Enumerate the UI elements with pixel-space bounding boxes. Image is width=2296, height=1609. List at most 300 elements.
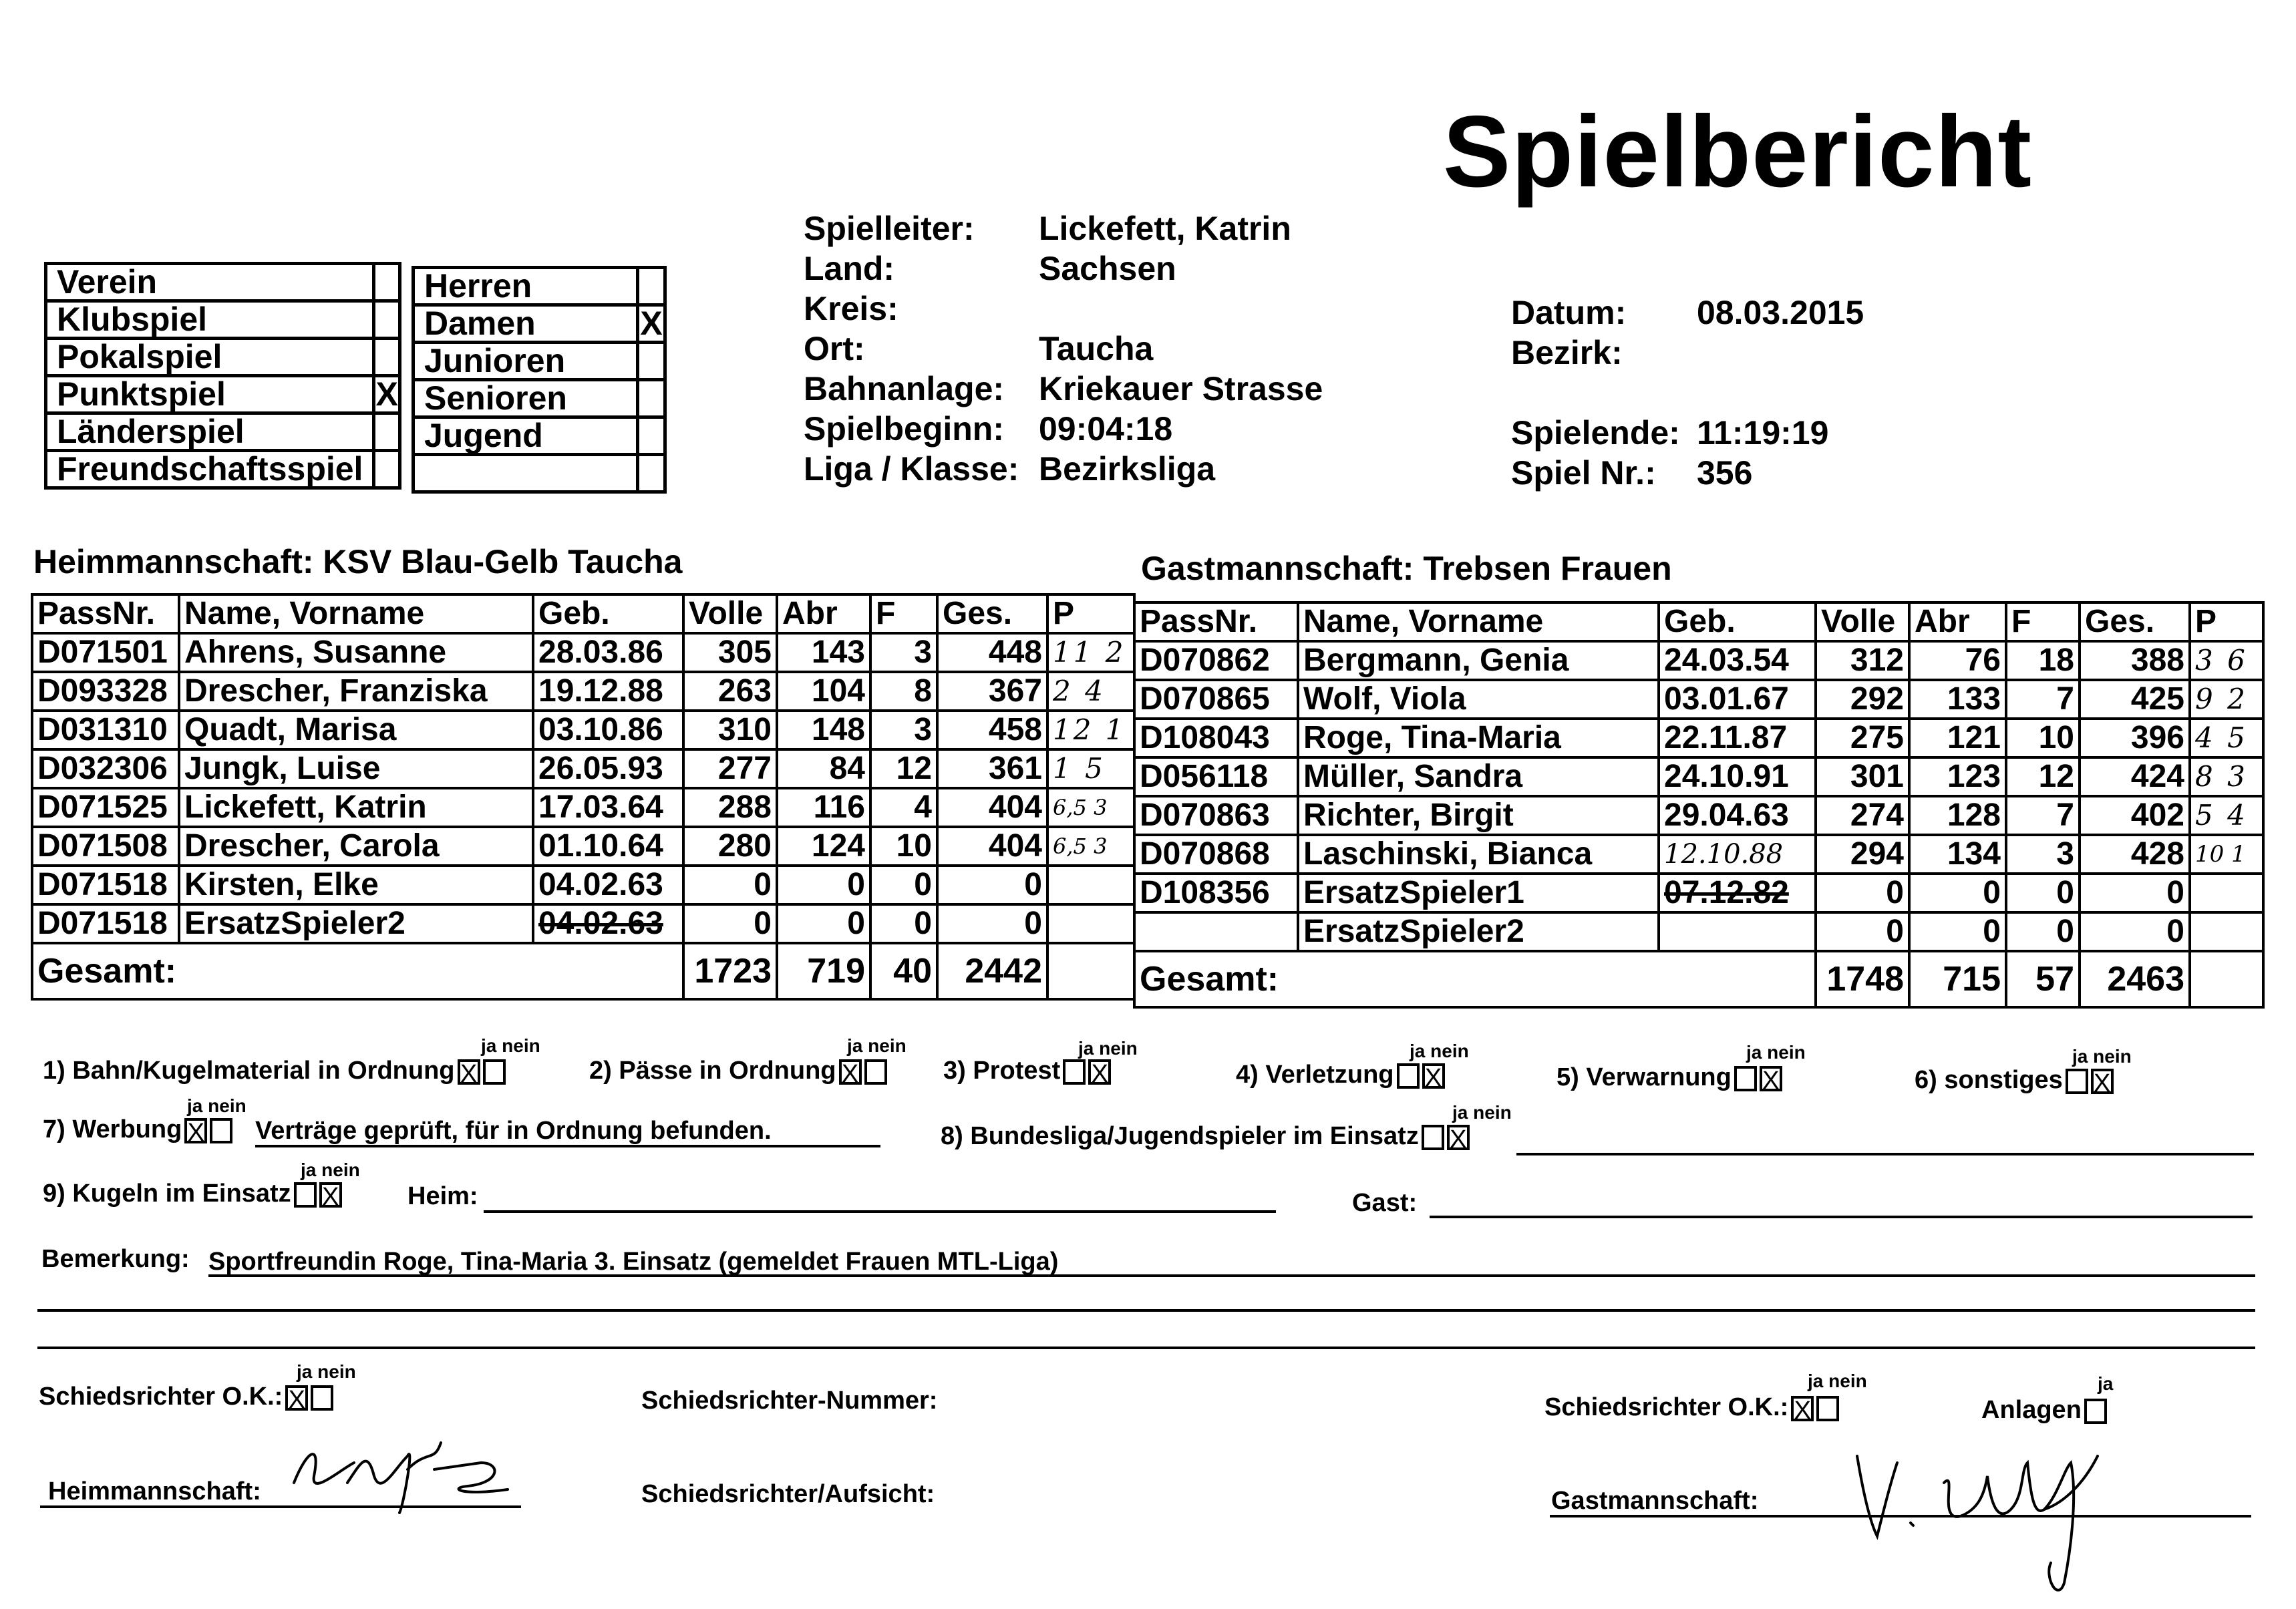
total-p	[2190, 951, 2263, 1007]
cell-p	[2190, 912, 2263, 951]
ja-label: ja	[1452, 1102, 1468, 1123]
ja-label: ja	[2072, 1046, 2088, 1067]
check-q7	[43, 1115, 232, 1147]
cell-name: Wolf, Viola	[1298, 680, 1659, 719]
remarks-line-2[interactable]	[37, 1309, 2255, 1312]
cell-f: 3	[870, 633, 937, 672]
cell-volle: 275	[1816, 719, 1909, 757]
q4-ja-checkbox[interactable]	[1397, 1063, 1420, 1089]
anlagen	[1981, 1396, 2107, 1425]
cell-f: 4	[870, 788, 937, 827]
cell-p: 12 1	[1047, 711, 1134, 749]
game-type-mark[interactable]	[374, 264, 399, 301]
q6-ja-checkbox[interactable]	[2066, 1069, 2088, 1094]
header-values	[1039, 208, 1323, 489]
table-row	[1134, 835, 2263, 874]
total-volle: 1748	[1816, 951, 1909, 1007]
gast-label: Gast:	[1352, 1189, 1418, 1217]
cell-f: 0	[870, 866, 937, 904]
nein-label: nein	[1828, 1371, 1867, 1391]
cell-geb: 29.04.63	[1659, 796, 1816, 835]
ja-label: ja	[301, 1159, 317, 1180]
game-type-mark[interactable]	[374, 339, 399, 376]
cell-abr: 116	[777, 788, 870, 827]
cell-geb: 03.10.86	[533, 711, 683, 749]
q8-label: 8) Bundesliga/Jugendspieler im Einsatz	[941, 1122, 1419, 1150]
category-mark[interactable]	[638, 343, 665, 380]
cell-geb: 03.01.67	[1659, 680, 1816, 719]
nein-label: nein	[317, 1361, 356, 1382]
heim-line[interactable]	[484, 1210, 1276, 1213]
bahnanlage-value: Kriekauer Strasse	[1039, 370, 1323, 407]
check-q6	[1915, 1066, 2114, 1095]
cell-volle: 294	[1816, 835, 1909, 874]
cell-p	[1047, 904, 1134, 943]
ja-label: ja	[1808, 1371, 1824, 1391]
cell-p: 4 5	[2190, 719, 2263, 757]
q1-label: 1) Bahn/Kugelmaterial in Ordnung	[43, 1057, 455, 1085]
nein-label: nein	[2093, 1046, 2132, 1067]
q2-ja-checkbox[interactable]: X	[839, 1059, 862, 1085]
ja-label: ja	[1746, 1042, 1762, 1063]
cell-name: ErsatzSpieler2	[1298, 912, 1659, 951]
check-q8	[941, 1122, 1470, 1151]
nein-label: nein	[1473, 1102, 1512, 1123]
guest-header-row	[1134, 602, 2263, 641]
cell-f: 12	[2006, 757, 2080, 796]
q7-line	[255, 1145, 880, 1147]
total-label: Gesamt:	[32, 943, 683, 999]
cell-ges: 0	[2080, 874, 2190, 912]
category-mark[interactable]: X	[638, 305, 665, 343]
cell-name: Drescher, Carola	[179, 827, 533, 866]
q9-label: 9) Kugeln im Einsatz	[43, 1180, 291, 1208]
sr-ok-guest-nein-checkbox[interactable]	[1816, 1396, 1839, 1421]
cell-volle: 312	[1816, 641, 1909, 680]
col-geb: Geb.	[533, 594, 683, 633]
q8-ja-nein	[1452, 1102, 1512, 1123]
ort-value: Taucha	[1039, 330, 1154, 367]
sr-ok-home-nein-checkbox[interactable]	[311, 1385, 333, 1411]
liga-value: Bezirksliga	[1039, 450, 1216, 488]
category-mark[interactable]	[638, 455, 665, 492]
cell-abr: 0	[1909, 912, 2006, 951]
cell-geb: 28.03.86	[533, 633, 683, 672]
cell-ges: 428	[2080, 835, 2190, 874]
anlagen-ja: ja	[2098, 1373, 2114, 1394]
game-type-row	[46, 413, 400, 451]
kreis-value	[1039, 289, 1323, 329]
q7-ja-nein	[187, 1095, 247, 1117]
remarks-line-1[interactable]	[208, 1274, 2255, 1277]
sr-ok-guest-ja-nein	[1808, 1371, 1867, 1392]
cell-name: Bergmann, Genia	[1298, 641, 1659, 680]
cell-passnr: D070863	[1134, 796, 1298, 835]
spielbeginn-value: 09:04:18	[1039, 410, 1173, 448]
q2-ja-nein	[847, 1035, 907, 1057]
cell-passnr: D071525	[32, 788, 179, 827]
category-label: Herren	[414, 268, 638, 305]
category-row	[414, 417, 665, 455]
game-type-row	[46, 264, 400, 301]
col-ges: Ges.	[937, 594, 1047, 633]
cell-passnr: D108356	[1134, 874, 1298, 912]
game-type-table	[44, 262, 401, 490]
total-label: Gesamt:	[1134, 951, 1816, 1007]
cell-geb: 22.11.87	[1659, 719, 1816, 757]
cell-f: 0	[2006, 912, 2080, 951]
nein-label: nein	[1099, 1038, 1138, 1059]
q6-ja-nein	[2072, 1046, 2132, 1067]
anlagen-ja-checkbox[interactable]	[2084, 1399, 2107, 1424]
game-type-row	[46, 451, 400, 488]
cell-abr: 84	[777, 749, 870, 788]
ja-label: ja	[187, 1095, 203, 1116]
game-type-row	[46, 376, 400, 413]
cell-volle: 305	[683, 633, 777, 672]
table-row	[32, 633, 1134, 672]
total-p	[1047, 943, 1134, 999]
cell-abr: 143	[777, 633, 870, 672]
heim-signature	[281, 1423, 521, 1516]
total-ges: 2463	[2080, 951, 2190, 1007]
category-mark[interactable]	[638, 380, 665, 417]
cell-abr: 148	[777, 711, 870, 749]
game-type-row	[46, 339, 400, 376]
remarks-line-3[interactable]	[37, 1347, 2255, 1349]
spielbeginn-label: Spielbeginn:	[804, 410, 1004, 448]
total-f: 57	[2006, 951, 2080, 1007]
cell-name: Jungk, Luise	[179, 749, 533, 788]
cell-abr: 0	[1909, 874, 2006, 912]
ja-label: ja	[1410, 1041, 1426, 1061]
q8-nein-checkbox[interactable]: X	[1447, 1125, 1470, 1150]
q2-nein-checkbox[interactable]	[864, 1059, 887, 1085]
cell-passnr: D071518	[32, 904, 179, 943]
page-title: Spielbericht	[1443, 95, 2032, 208]
col-abr: Abr	[777, 594, 870, 633]
land-value: Sachsen	[1039, 250, 1176, 287]
gast-signature	[1844, 1443, 2124, 1606]
table-row	[1134, 874, 2263, 912]
cell-f: 7	[2006, 680, 2080, 719]
q1-ja-nein	[481, 1035, 540, 1057]
bahnanlage-label: Bahnanlage:	[804, 370, 1005, 407]
q3-label: 3) Protest	[943, 1057, 1061, 1085]
cell-geb: 24.10.91	[1659, 757, 1816, 796]
cell-abr: 134	[1909, 835, 2006, 874]
liga-label: Liga / Klasse:	[804, 450, 1019, 488]
category-row	[414, 268, 665, 305]
gast-signature-label: Gastmannschaft:	[1551, 1487, 1759, 1515]
cell-passnr: D070868	[1134, 835, 1298, 874]
q7-text: Verträge geprüft, für in Ordnung befunden.	[255, 1117, 772, 1145]
category-label: Damen	[414, 305, 638, 343]
cell-passnr: D071501	[32, 633, 179, 672]
check-q9	[43, 1180, 342, 1211]
cell-ges: 424	[2080, 757, 2190, 796]
nein-label: nein	[321, 1159, 360, 1180]
remarks-text: Sportfreundin Roge, Tina-Maria 3. Einsatz (gemeldet Frauen MTL-Liga)	[208, 1248, 1059, 1276]
q7-ja-checkbox[interactable]: X	[184, 1118, 207, 1143]
home-header-row	[32, 594, 1134, 633]
game-type-mark[interactable]	[374, 451, 399, 488]
nein-label: nein	[502, 1035, 540, 1056]
game-type-label: Länderspiel	[46, 413, 374, 451]
cell-ges: 0	[937, 904, 1047, 943]
sr-ok-home-ja-checkbox[interactable]: X	[285, 1385, 308, 1411]
cell-passnr: D070865	[1134, 680, 1298, 719]
cell-ges: 388	[2080, 641, 2190, 680]
cell-passnr: D071508	[32, 827, 179, 866]
q8-ja-checkbox[interactable]	[1422, 1125, 1444, 1150]
sr-ok-guest-label: Schiedsrichter O.K.:	[1544, 1393, 1789, 1421]
q8-line	[1516, 1153, 2254, 1155]
cell-ges: 0	[937, 866, 1047, 904]
cell-volle: 274	[1816, 796, 1909, 835]
game-type-label: Punktspiel	[46, 376, 374, 413]
cell-geb: 24.03.54	[1659, 641, 1816, 680]
ja-label: ja	[1078, 1038, 1094, 1059]
cell-abr: 104	[777, 672, 870, 711]
table-row	[1134, 796, 2263, 835]
col-p: P	[1047, 594, 1134, 633]
col-f: F	[870, 594, 937, 633]
nein-label: nein	[868, 1035, 907, 1056]
cell-volle: 301	[1816, 757, 1909, 796]
game-type-mark[interactable]	[374, 301, 399, 339]
cell-p: 6,5 3	[1047, 788, 1134, 827]
cell-volle: 263	[683, 672, 777, 711]
game-type-label: Freundschaftsspiel	[46, 451, 374, 488]
cell-geb: 12.10.88	[1659, 835, 1816, 874]
q9-nein-checkbox[interactable]: X	[319, 1182, 342, 1208]
ja-label: ja	[297, 1361, 313, 1382]
spielnr-value: 356	[1697, 454, 1753, 492]
cell-ges: 396	[2080, 719, 2190, 757]
nein-label: nein	[1767, 1042, 1806, 1063]
q7-label: 7) Werbung	[43, 1115, 182, 1143]
game-type-label: Verein	[46, 264, 374, 301]
cell-passnr: D032306	[32, 749, 179, 788]
cell-passnr: D108043	[1134, 719, 1298, 757]
q9-ja-checkbox[interactable]	[294, 1182, 317, 1208]
table-row	[32, 711, 1134, 749]
cell-passnr: D093328	[32, 672, 179, 711]
cell-abr: 0	[777, 866, 870, 904]
check-q2	[589, 1057, 887, 1088]
q4-ja-nein	[1410, 1041, 1469, 1062]
col-volle: Volle	[683, 594, 777, 633]
cell-abr: 133	[1909, 680, 2006, 719]
cell-abr: 128	[1909, 796, 2006, 835]
cell-f: 7	[2006, 796, 2080, 835]
cell-name: ErsatzSpieler2	[179, 904, 533, 943]
category-label	[414, 455, 638, 492]
category-label: Junioren	[414, 343, 638, 380]
kreis-label: Kreis:	[804, 290, 898, 327]
cell-geb: 17.03.64	[533, 788, 683, 827]
datum-label: Datum:	[1511, 294, 1627, 331]
q6-label: 6) sonstiges	[1915, 1066, 2063, 1094]
check-q4	[1236, 1061, 1445, 1092]
sr-ok-guest	[1544, 1393, 1839, 1425]
cell-p: 10 1	[2190, 835, 2263, 874]
cell-f: 3	[870, 711, 937, 749]
cell-name: ErsatzSpieler1	[1298, 874, 1659, 912]
category-mark[interactable]	[638, 417, 665, 455]
cell-ges: 404	[937, 788, 1047, 827]
col-geb: Geb.	[1659, 602, 1816, 641]
sr-ok-home	[39, 1383, 333, 1414]
table-row	[32, 866, 1134, 904]
cell-volle: 310	[683, 711, 777, 749]
home-table	[31, 593, 1136, 1001]
cell-abr: 76	[1909, 641, 2006, 680]
q1-ja-checkbox[interactable]: X	[458, 1059, 480, 1085]
guest-table	[1133, 601, 2265, 1009]
table-row	[32, 672, 1134, 711]
land-label: Land:	[804, 250, 895, 287]
cell-name: Richter, Birgit	[1298, 796, 1659, 835]
q9-ja-nein	[301, 1159, 360, 1181]
table-row	[32, 904, 1134, 943]
table-row	[1134, 719, 2263, 757]
game-type-label: Pokalspiel	[46, 339, 374, 376]
q3-ja-nein	[1078, 1038, 1138, 1059]
check-q1	[43, 1057, 506, 1088]
cell-p: 5 4	[2190, 796, 2263, 835]
cell-p: 6,5 3	[1047, 827, 1134, 866]
table-row	[32, 827, 1134, 866]
cell-p: 11 2	[1047, 633, 1134, 672]
table-row	[1134, 912, 2263, 951]
cell-volle: 280	[683, 827, 777, 866]
check-q5	[1556, 1063, 1782, 1095]
cell-ges: 448	[937, 633, 1047, 672]
col-name: Name, Vorname	[1298, 602, 1659, 641]
sr-aufsicht-label: Schiedsrichter/Aufsicht:	[641, 1480, 935, 1508]
cell-abr: 121	[1909, 719, 2006, 757]
cell-abr: 123	[1909, 757, 2006, 796]
q6-nein-checkbox[interactable]: X	[2091, 1069, 2114, 1094]
home-total-row	[32, 943, 1134, 999]
cell-name: Kirsten, Elke	[179, 866, 533, 904]
cell-f: 0	[2006, 874, 2080, 912]
q7-nein-checkbox[interactable]	[210, 1118, 232, 1143]
nein-label: nein	[208, 1095, 247, 1116]
cell-name: Roge, Tina-Maria	[1298, 719, 1659, 757]
total-volle: 1723	[683, 943, 777, 999]
cell-geb: 04.02.63	[533, 904, 683, 943]
category-table	[412, 266, 667, 494]
q3-ja-checkbox[interactable]	[1063, 1059, 1086, 1085]
cell-f: 12	[870, 749, 937, 788]
col-ges: Ges.	[2080, 602, 2190, 641]
col-passnr: PassNr.	[32, 594, 179, 633]
game-type-label: Klubspiel	[46, 301, 374, 339]
cell-geb: 01.10.64	[533, 827, 683, 866]
cell-passnr: D070862	[1134, 641, 1298, 680]
q4-nein-checkbox[interactable]: X	[1422, 1063, 1445, 1089]
cell-ges: 361	[937, 749, 1047, 788]
total-ges: 2442	[937, 943, 1047, 999]
cell-ges: 0	[2080, 912, 2190, 951]
col-abr: Abr	[1909, 602, 2006, 641]
spielende-value: 11:19:19	[1697, 414, 1829, 452]
guest-team-label: Gastmannschaft: Trebsen Frauen	[1141, 550, 1672, 587]
spielnr-label: Spiel Nr.:	[1511, 454, 1656, 492]
cell-passnr: D031310	[32, 711, 179, 749]
heim-signature-label: Heimmannschaft:	[48, 1477, 261, 1505]
datum-value: 08.03.2015	[1697, 294, 1864, 331]
cell-abr: 0	[777, 904, 870, 943]
total-abr: 719	[777, 943, 870, 999]
total-f: 40	[870, 943, 937, 999]
gast-line[interactable]	[1430, 1216, 2253, 1218]
cell-ges: 367	[937, 672, 1047, 711]
total-abr: 715	[1909, 951, 2006, 1007]
cell-name: Müller, Sandra	[1298, 757, 1659, 796]
game-type-mark[interactable]: X	[374, 376, 399, 413]
category-row	[414, 305, 665, 343]
bezirk-label: Bezirk:	[1511, 334, 1623, 371]
cell-geb: 26.05.93	[533, 749, 683, 788]
cell-p	[1047, 866, 1134, 904]
ja-label: ja	[847, 1035, 863, 1056]
game-type-mark[interactable]	[374, 413, 399, 451]
q1-nein-checkbox[interactable]	[483, 1059, 506, 1085]
category-mark[interactable]	[638, 268, 665, 305]
cell-volle: 0	[683, 904, 777, 943]
cell-p: 3 6	[2190, 641, 2263, 680]
cell-p: 2 4	[1047, 672, 1134, 711]
cell-volle: 0	[683, 866, 777, 904]
cell-p: 1 5	[1047, 749, 1134, 788]
category-label: Senioren	[414, 380, 638, 417]
sr-ok-home-label: Schiedsrichter O.K.:	[39, 1383, 283, 1411]
q4-label: 4) Verletzung	[1236, 1061, 1394, 1089]
cell-f: 8	[870, 672, 937, 711]
sr-number-label: Schiedsrichter-Nummer:	[641, 1387, 938, 1415]
cell-geb: 07.12.82	[1659, 874, 1816, 912]
sr-ok-guest-ja-checkbox[interactable]: X	[1791, 1396, 1814, 1421]
cell-name: Quadt, Marisa	[179, 711, 533, 749]
table-row	[32, 749, 1134, 788]
game-type-row	[46, 301, 400, 339]
cell-f: 3	[2006, 835, 2080, 874]
q5-ja-checkbox[interactable]	[1734, 1066, 1757, 1091]
nein-label: nein	[1430, 1041, 1469, 1061]
anlagen-label: Anlagen	[1981, 1396, 2082, 1424]
q3-nein-checkbox[interactable]: X	[1088, 1059, 1111, 1085]
cell-f: 18	[2006, 641, 2080, 680]
q5-nein-checkbox[interactable]: X	[1760, 1066, 1782, 1091]
cell-volle: 0	[1816, 874, 1909, 912]
col-p: P	[2190, 602, 2263, 641]
table-row	[32, 788, 1134, 827]
cell-ges: 402	[2080, 796, 2190, 835]
ort-label: Ort:	[804, 330, 865, 367]
table-row	[1134, 641, 2263, 680]
cell-f: 10	[870, 827, 937, 866]
table-row	[1134, 680, 2263, 719]
q2-label: 2) Pässe in Ordnung	[589, 1057, 836, 1085]
guest-total-row	[1134, 951, 2263, 1007]
col-name: Name, Vorname	[179, 594, 533, 633]
ja-label: ja	[481, 1035, 497, 1056]
spielleiter-value: Lickefett, Katrin	[1039, 210, 1291, 247]
